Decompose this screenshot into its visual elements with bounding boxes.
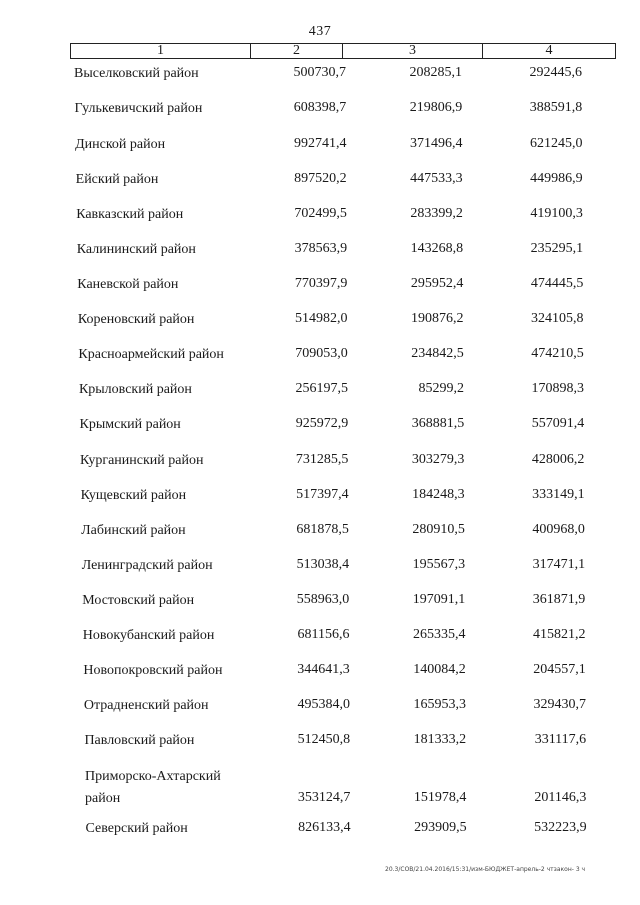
- column-2-value: 770397,9: [294, 276, 348, 291]
- column-2-value: 709053,0: [295, 346, 348, 361]
- district-name: Павловский район: [84, 733, 195, 748]
- column-4-value: 400968,0: [532, 522, 585, 537]
- column-2-value: 256197,5: [295, 381, 348, 396]
- district-name: Курганинский район: [80, 453, 204, 468]
- header-col-3: 3: [343, 44, 483, 58]
- column-3-value: 140084,2: [413, 662, 466, 677]
- column-4-value: 317471,1: [532, 557, 586, 572]
- column-3-value: 184248,3: [412, 487, 465, 502]
- column-3-value: 303279,3: [411, 452, 465, 467]
- district-name: Крыловский район: [78, 382, 192, 397]
- column-3-value: 151978,4: [413, 790, 467, 805]
- column-3-value: 143268,8: [410, 241, 464, 256]
- column-4-value: 170898,3: [531, 381, 584, 396]
- footer-stamp: 20.3/СОВ/21.04.2016/15:31/изм-БЮДЖЕТ-апрель-2 чтзакон- 3 ч: [385, 866, 586, 873]
- column-3-value: 447533,3: [410, 171, 463, 186]
- column-4-value: 419100,3: [530, 206, 583, 221]
- district-name: Калининский район: [76, 242, 196, 257]
- column-2-value: 513038,4: [296, 557, 350, 572]
- page-number: 437: [308, 24, 332, 39]
- column-4-value: 292445,6: [529, 65, 582, 80]
- district-name: Северский район: [85, 821, 188, 836]
- column-4-value: 428006,2: [531, 452, 585, 467]
- column-2-value: 681156,6: [297, 627, 350, 642]
- column-2-value: 897520,2: [294, 171, 347, 186]
- column-3-value: 219806,9: [409, 100, 463, 115]
- column-3-value: 293909,5: [414, 820, 467, 835]
- column-2-value: 517397,4: [296, 487, 349, 502]
- column-4-value: 449986,9: [530, 171, 583, 186]
- column-2-value: 344641,3: [297, 662, 350, 677]
- table-header: [70, 43, 616, 59]
- column-4-value: 324105,8: [531, 311, 584, 326]
- district-name: Ленинградский район: [81, 558, 213, 573]
- column-3-value: 85299,2: [418, 381, 464, 396]
- column-3-value: 283399,2: [410, 206, 463, 221]
- column-2-value: 925972,9: [295, 416, 349, 431]
- district-name: Красноармейский район: [78, 347, 224, 362]
- column-4-value: 235295,1: [530, 241, 584, 256]
- district-name: Гулькевичский район: [74, 101, 203, 116]
- column-2-value: 681878,5: [296, 522, 349, 537]
- column-2-value: 992741,4: [293, 136, 347, 151]
- district-name: Новопокровский район: [83, 663, 223, 678]
- district-name: Новокубанский район: [82, 628, 215, 643]
- column-2-value: 378563,9: [294, 241, 348, 256]
- column-4-value: 333149,1: [532, 487, 585, 502]
- column-2-value: 495384,0: [297, 697, 350, 712]
- column-2-value: 558963,0: [296, 592, 350, 607]
- column-3-value: 195567,3: [412, 557, 466, 572]
- column-4-value: 331117,6: [534, 732, 587, 747]
- column-4-value: 532223,9: [534, 820, 587, 835]
- column-2-value: 826133,4: [298, 820, 351, 835]
- column-3-value: 265335,4: [413, 627, 466, 642]
- column-3-value: 181333,2: [413, 732, 467, 747]
- column-3-value: 208285,1: [409, 65, 462, 80]
- column-2-value: 702499,5: [294, 206, 347, 221]
- district-name: Приморско-Ахтарский район: [85, 769, 221, 806]
- column-2-value: 608398,7: [293, 100, 347, 115]
- district-name: Кущевский район: [80, 488, 187, 503]
- header-col-2: 2: [251, 44, 343, 58]
- column-4-value: 361871,9: [532, 592, 586, 607]
- district-name: Каневской район: [77, 277, 179, 292]
- district-name: Кореновский район: [77, 312, 195, 327]
- district-name: Кавказский район: [76, 207, 184, 222]
- column-4-value: 388591,8: [529, 100, 583, 115]
- district-name: Отрадненский район: [83, 698, 209, 713]
- column-4-value: 415821,2: [533, 627, 586, 642]
- column-2-value: 512450,8: [297, 732, 351, 747]
- column-2-value: 514982,0: [295, 311, 348, 326]
- column-4-value: 557091,4: [531, 416, 585, 431]
- column-3-value: 280910,5: [412, 522, 465, 537]
- column-3-value: 371496,4: [409, 136, 463, 151]
- column-3-value: 234842,5: [411, 346, 464, 361]
- district-name: Выселковский район: [74, 66, 199, 81]
- column-2-value: 731285,5: [295, 452, 349, 467]
- column-4-value: 329430,7: [533, 697, 586, 712]
- column-3-value: 368881,5: [411, 416, 465, 431]
- header-col-1: 1: [71, 44, 251, 58]
- column-3-value: 190876,2: [411, 311, 464, 326]
- district-name: Ейский район: [75, 172, 159, 187]
- column-4-value: 621245,0: [529, 136, 583, 151]
- district-name: Лабинский район: [81, 523, 186, 538]
- column-4-value: 201146,3: [534, 790, 587, 805]
- district-name: Мостовский район: [82, 593, 195, 608]
- header-col-4: 4: [545, 43, 553, 58]
- column-4-value: 204557,1: [533, 662, 586, 677]
- column-4-value: 474445,5: [530, 276, 584, 291]
- district-name: Динской район: [75, 137, 166, 152]
- column-2-value: 500730,7: [293, 65, 346, 80]
- column-3-value: 295952,4: [410, 276, 464, 291]
- column-4-value: 474210,5: [531, 346, 584, 361]
- column-3-value: 197091,1: [412, 592, 466, 607]
- district-name: Крымский район: [79, 417, 181, 432]
- column-3-value: 165953,3: [413, 697, 466, 712]
- column-2-value: 353124,7: [297, 790, 351, 805]
